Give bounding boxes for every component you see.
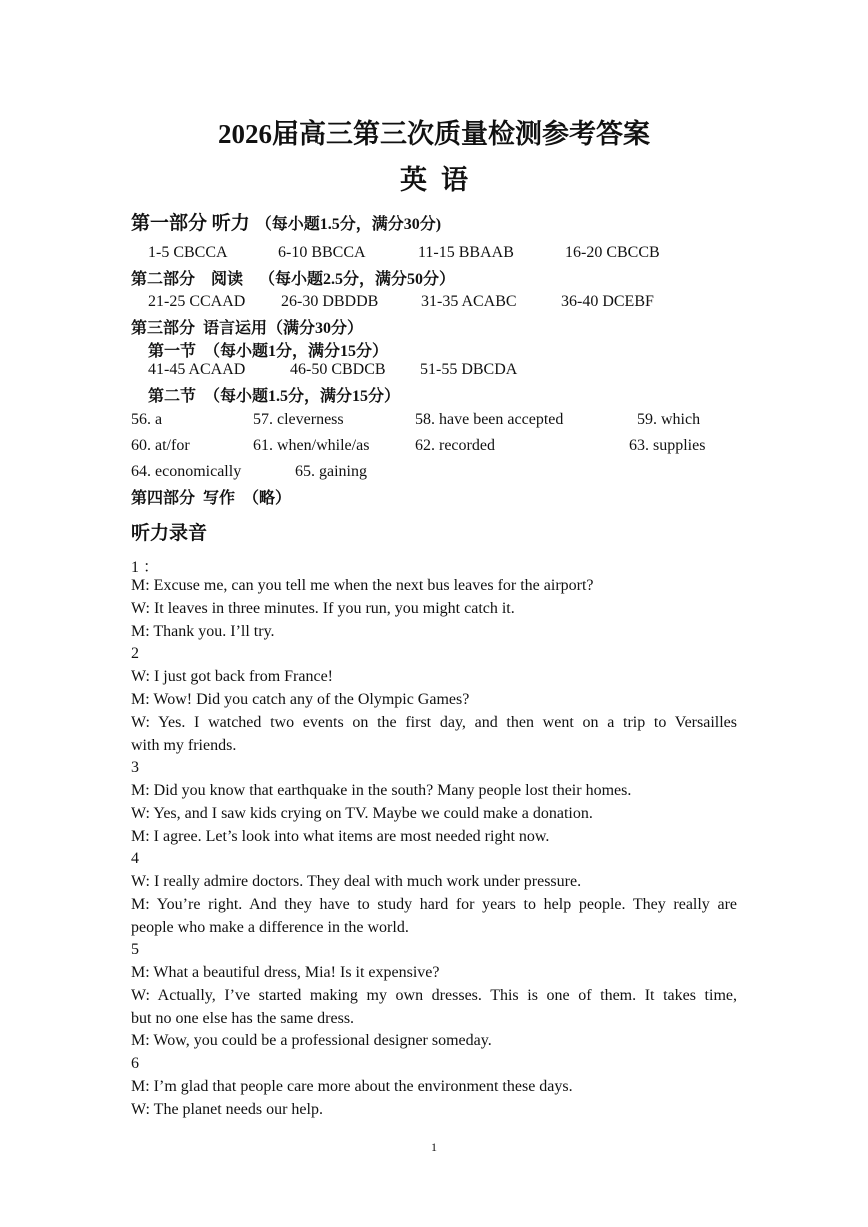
part3-section2-heading: 第二节 （每小题1.5分，满分15分）	[148, 388, 401, 405]
answer-item: 41-45 ACAAD	[148, 361, 246, 378]
transcript-line: W: I really admire doctors. They deal with much work under pressure.	[131, 873, 582, 890]
transcript-line: M: You’re right. And they have to study hard for years to help people. They really are	[131, 896, 737, 913]
transcript-line: M: Did you know that earthquake in the south? Many people lost their homes.	[131, 782, 632, 799]
transcript-line: M: Wow! Did you catch any of the Olympic Games?	[131, 691, 470, 708]
answer-item: 58. have been accepted	[415, 411, 564, 428]
part1-heading	[131, 208, 441, 235]
transcript-line: W: I just got back from France!	[131, 668, 334, 685]
transcript-line: 2	[131, 645, 139, 662]
transcript-line: people who make a difference in the world.	[131, 919, 409, 936]
part4-heading: 第四部分 写作 （略）	[131, 490, 292, 507]
transcript-line: 4	[131, 850, 139, 867]
transcript-line: with my friends.	[131, 737, 237, 754]
transcript-line: W: It leaves in three minutes. If you run, you might catch it.	[131, 600, 515, 617]
subject-title: 英语	[400, 165, 482, 195]
answer-item: 57. cleverness	[253, 411, 344, 428]
answer-item: 65. gaining	[295, 463, 367, 480]
part2-heading: 第二部分 阅读 （每小题2.5分，满分50分）	[131, 271, 456, 288]
transcript-line: M: I agree. Let’s look into what items are most needed right now.	[131, 828, 550, 845]
transcript-line: W: The planet needs our help.	[131, 1101, 323, 1118]
answer-item: 11-15 BBAAB	[418, 244, 514, 261]
part3-section1-heading: 第一节 （每小题1分，满分15分）	[148, 343, 389, 360]
page-number: 1	[431, 1140, 437, 1154]
answer-item: 61. when/while/as	[253, 437, 370, 454]
part3-heading: 第三部分 语言运用（满分30分）	[131, 320, 364, 337]
transcript-line: W: Yes. I watched two events on the first day, and then went on a trip to Versailles	[131, 714, 737, 731]
answer-item: 36-40 DCEBF	[561, 293, 654, 310]
answer-item: 26-30 DBDDB	[281, 293, 379, 310]
transcript-line: M: Wow, you could be a professional designer someday.	[131, 1032, 492, 1049]
answer-item: 60. at/for	[131, 437, 190, 454]
answer-item: 56. a	[131, 411, 163, 428]
transcript-line: 5	[131, 941, 139, 958]
transcript-line: 6	[131, 1055, 139, 1072]
transcript-line: M: Excuse me, can you tell me when the next bus leaves for the airport?	[131, 577, 594, 594]
answer-item: 1-5 CBCCA	[148, 244, 228, 261]
answer-item: 64. economically	[131, 463, 242, 480]
answer-item: 46-50 CBDCB	[290, 361, 386, 378]
part1-note: （每小题1.5分，满分30分)	[255, 216, 442, 233]
transcript-line: M: What a beautiful dress, Mia! Is it expensive?	[131, 964, 440, 981]
transcript-line: M: Thank you. I’ll try.	[131, 623, 275, 640]
transcript-line: 3	[131, 759, 139, 776]
answer-item: 6-10 BBCCA	[278, 244, 366, 261]
listening-heading: 听力录音	[131, 523, 208, 544]
transcript-line: W: Yes, and I saw kids crying on TV. Maybe we could make a donation.	[131, 805, 593, 822]
answer-item: 16-20 CBCCB	[565, 244, 660, 261]
part1-heading-text: 第一部分 听力	[131, 213, 250, 234]
answer-item: 63. supplies	[629, 437, 706, 454]
answer-item: 21-25 CCAAD	[148, 293, 246, 310]
answer-item: 31-35 ACABC	[421, 293, 517, 310]
transcript-line: but no one else has the same dress.	[131, 1010, 355, 1027]
transcript-line: W: Actually, I’ve started making my own dresses. This is one of them. It takes time,	[131, 987, 737, 1004]
page-title: 2026届高三第三次质量检测参考答案	[218, 119, 650, 149]
answer-item: 59. which	[637, 411, 701, 428]
transcript-line: M: I’m glad that people care more about the environment these days.	[131, 1078, 573, 1095]
transcript-line: 1 ：	[131, 559, 160, 576]
answer-item: 51-55 DBCDA	[420, 361, 518, 378]
answer-item: 62. recorded	[415, 437, 495, 454]
